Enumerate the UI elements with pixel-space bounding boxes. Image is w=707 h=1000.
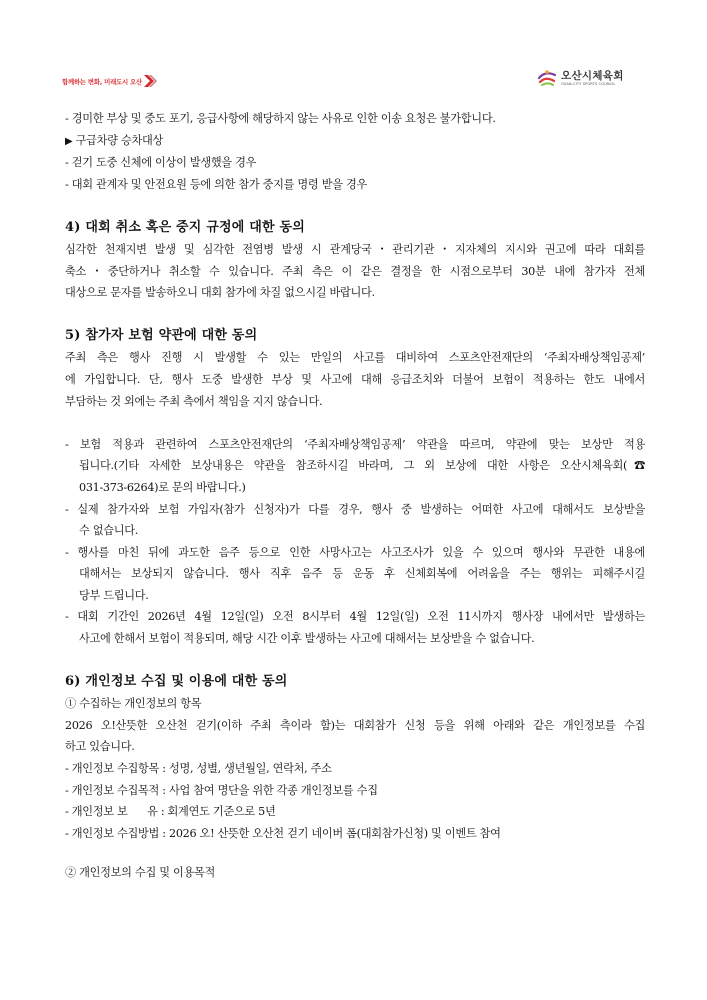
bullet-continuation: 031-373-6264)로 문의 바랍니다.): [79, 480, 246, 494]
bullet-continuation: 당부 드립니다.: [79, 588, 149, 602]
spacer: [65, 844, 645, 862]
subheading-ambulance-label: 구급차량 승차대상: [75, 133, 163, 147]
section-heading-6: 6) 개인정보 수집 및 이용에 대한 동의: [65, 674, 288, 690]
sports-council-english-name: OSAN-CITY SPORTS COUNCIL: [561, 81, 616, 86]
bullet-continuation: 수 없습니다.: [79, 524, 139, 538]
sports-council-name: 오산시체육회: [561, 69, 624, 82]
paragraph-line: 주최 측은 행사 진행 시 발생할 수 있는 만일의 사고를 대비하여 스포츠안전재단의 ‘주최자배상책임공제’: [65, 351, 645, 365]
bullet-line: - 실제 참가자와 보험 가입자(참가 신청자)가 다를 경우, 행사 중 발생하는 어떠한 사고에 대해서도 보상받을: [65, 502, 645, 516]
spacer: [65, 304, 645, 326]
paragraph-line: 축소・중단하거나 취소할 수 있습니다. 주최 측은 이 같은 결정을 한 시점으로부터 30분 내에 참가자 전체: [65, 264, 645, 278]
list-item: - 개인정보 보 유 : 회계연도 기준으로 5년: [65, 805, 276, 819]
spacer: [65, 650, 645, 672]
section-heading-4: 4) 대회 취소 혹은 중지 규정에 대한 동의: [65, 219, 306, 235]
text-line: - 경미한 부상 및 중도 포기, 응급사항에 해당하지 않는 사유로 인한 이송 요청은 불가합니다.: [65, 112, 496, 125]
bullet-continuation: 대해서는 보상되지 않습니다. 행사 직후 음주 등 운동 후 신체회복에 어려움을 주는 행위는 피해주시길: [79, 567, 645, 581]
list-item: - 개인정보 수집항목 : 성명, 성별, 생년월일, 연락처, 주소: [65, 762, 332, 776]
subsection-label: ② 개인정보의 수집 및 이용목적: [65, 866, 215, 880]
document-body: [65, 108, 645, 884]
paragraph-line: 심각한 천재지변 발생 및 심각한 전염병 발생 시 관계당국・관리기관・지자체의 지시와 권고에 따라 대회를: [65, 242, 645, 256]
paragraph-line: 대상으로 문자를 발송하오니 대회 참가에 차질 없으시길 바랍니다.: [65, 286, 375, 300]
page-header: [0, 0, 707, 100]
bullet-continuation: 사고에 한해서 보험이 적용되며, 해당 시간 이후 발생하는 사고에 대해서는 보상받을 수 없습니다.: [79, 632, 535, 646]
bullet-line: - 행사를 마친 뒤에 과도한 음주 등으로 인한 사망사고는 사고조사가 있을 수 있으며 행사와 무관한 내용에: [65, 545, 645, 559]
triangle-bullet-icon: ▶: [65, 135, 73, 147]
paragraph-line: 에 가입합니다. 단, 행사 도중 발생한 부상 및 사고에 대해 응급조치와 더불어 보험이 적용하는 한도 내에서: [65, 372, 645, 386]
paragraph-line: 부담하는 것 외에는 주최 측에서 책임을 지지 않습니다.: [65, 394, 323, 408]
subsection-label: ① 수집하는 개인정보의 항목: [65, 697, 202, 711]
text-line: - 대회 관계자 및 안전요원 등에 의한 참가 중지를 명령 받을 경우: [65, 177, 367, 191]
section-heading-5: 5) 참가자 보험 약관에 대한 동의: [65, 328, 258, 344]
list-item: - 개인정보 수집목적 : 사업 참여 명단을 위한 각종 개인정보를 수집: [65, 783, 378, 797]
text-line: - 걷기 도중 신체에 이상이 발생했을 경우: [65, 156, 257, 170]
arrow-chevron-icon: [143, 74, 157, 88]
list-item: - 개인정보 수집방법 : 2026 오! 산뜻한 오산천 걷기 네이버 폼(대회참가신청) 및 이벤트 참여: [65, 826, 501, 840]
spacer: [65, 412, 645, 434]
sports-council-logo: [537, 69, 624, 87]
bullet-line: - 보험 적용과 관련하여 스포츠안전재단의 ‘주최자배상책임공제’ 약관을 따르며, 약관에 맞는 보상만 적용: [65, 437, 645, 451]
osan-city-slogan: 함께하는 변화, 미래도시 오산: [62, 77, 142, 86]
paragraph-line: 하고 있습니다.: [65, 740, 135, 754]
spacer: [65, 195, 645, 217]
subheading-ambulance: [65, 130, 645, 153]
paragraph-line: 2026 오!산뜻한 오산천 걷기(이하 주최 측이라 함)는 대회참가 신청 등을 위해 아래와 같은 개인정보를 수집: [65, 718, 645, 732]
osan-city-logo: [62, 74, 157, 88]
sports-council-emblem-icon: [537, 69, 557, 87]
bullet-continuation: 됩니다.(기타 자세한 보상내용은 약관을 참조하시길 바라며, 그 외 보상에 대한 사항은 오산시체육회(☎: [79, 459, 645, 473]
bullet-line: - 대회 기간인 2026년 4월 12일(일) 오전 8시부터 4월 12일(일) 오전 11시까지 행사장 내에서만 발생하는: [65, 610, 645, 624]
